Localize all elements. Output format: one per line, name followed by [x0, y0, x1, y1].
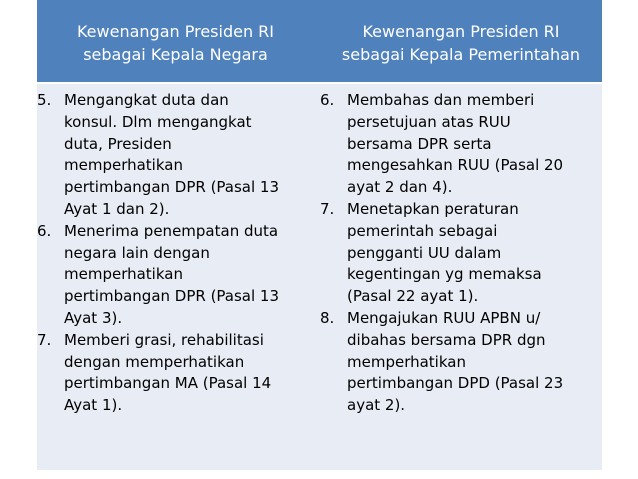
item-line: pemerintah sebagai [347, 221, 498, 240]
item-line: Mengangkat duta dan [64, 91, 229, 109]
table-header [37, 0, 602, 84]
list-item [320, 90, 602, 199]
item-line: persetujuan atas RUU [347, 112, 511, 131]
item-number: 7. [37, 330, 52, 349]
item-number: 6. [320, 91, 335, 109]
item-line: ayat 2). [347, 396, 406, 415]
item-number: 8. [320, 308, 335, 327]
item-line: pertimbangan MA (Pasal 14 [64, 374, 272, 393]
item-line: pertimbangan DPR (Pasal 13 [64, 178, 280, 197]
item-line: Mengajukan RUU APBN u/ [347, 308, 541, 327]
header-line: Kewenangan Presiden RI [76, 21, 275, 41]
item-line: ayat 2 dan 4). [347, 178, 453, 197]
head-of-government-column [320, 90, 602, 417]
item-line: pertimbangan DPR (Pasal 13 [64, 287, 280, 306]
item-line: pengganti UU dalam [347, 243, 502, 262]
item-line: memperhatikan [347, 352, 466, 371]
item-line: memperhatikan [64, 156, 183, 175]
item-line: Menerima penempatan duta [64, 221, 279, 240]
item-line: konsul. Dlm mengangkat [64, 112, 252, 131]
item-line: pertimbangan DPD (Pasal 23 [347, 374, 564, 393]
item-line: Ayat 1). [64, 396, 123, 415]
list-item [37, 90, 317, 221]
item-line: Menetapkan peraturan [347, 199, 519, 218]
item-line: kegentingan yg memaksa [347, 265, 542, 284]
header-line: sebagai Kepala Pemerintahan [341, 44, 581, 64]
item-line: duta, Presiden [64, 134, 172, 153]
authority-table [37, 0, 602, 470]
item-line: dengan memperhatikan [64, 352, 245, 371]
item-number: 6. [37, 221, 52, 240]
item-line: bersama DPR serta [347, 134, 492, 153]
list-item [37, 221, 317, 330]
item-line: Membahas dan memberi [347, 91, 535, 109]
item-line: negara lain dengan [64, 243, 210, 262]
item-line: Ayat 3). [64, 308, 123, 327]
item-line: Ayat 1 dan 2). [64, 199, 170, 218]
list-item [320, 199, 602, 308]
header-line: sebagai Kepala Negara [83, 44, 268, 64]
item-line: (Pasal 22 ayat 1). [347, 287, 479, 306]
list-item [37, 330, 317, 417]
item-line: mengesahkan RUU (Pasal 20 [347, 156, 564, 175]
header-head-of-state [37, 0, 314, 82]
item-line: Memberi grasi, rehabilitasi [64, 330, 264, 349]
item-line: dibahas bersama DPR dgn [347, 330, 546, 349]
header-line: Kewenangan Presiden RI [362, 21, 560, 41]
list-item [320, 308, 602, 417]
item-number: 5. [37, 91, 52, 109]
item-line: memperhatikan [64, 265, 183, 284]
head-of-state-column [37, 90, 317, 417]
header-head-of-government [320, 0, 602, 82]
item-number: 7. [320, 199, 335, 218]
